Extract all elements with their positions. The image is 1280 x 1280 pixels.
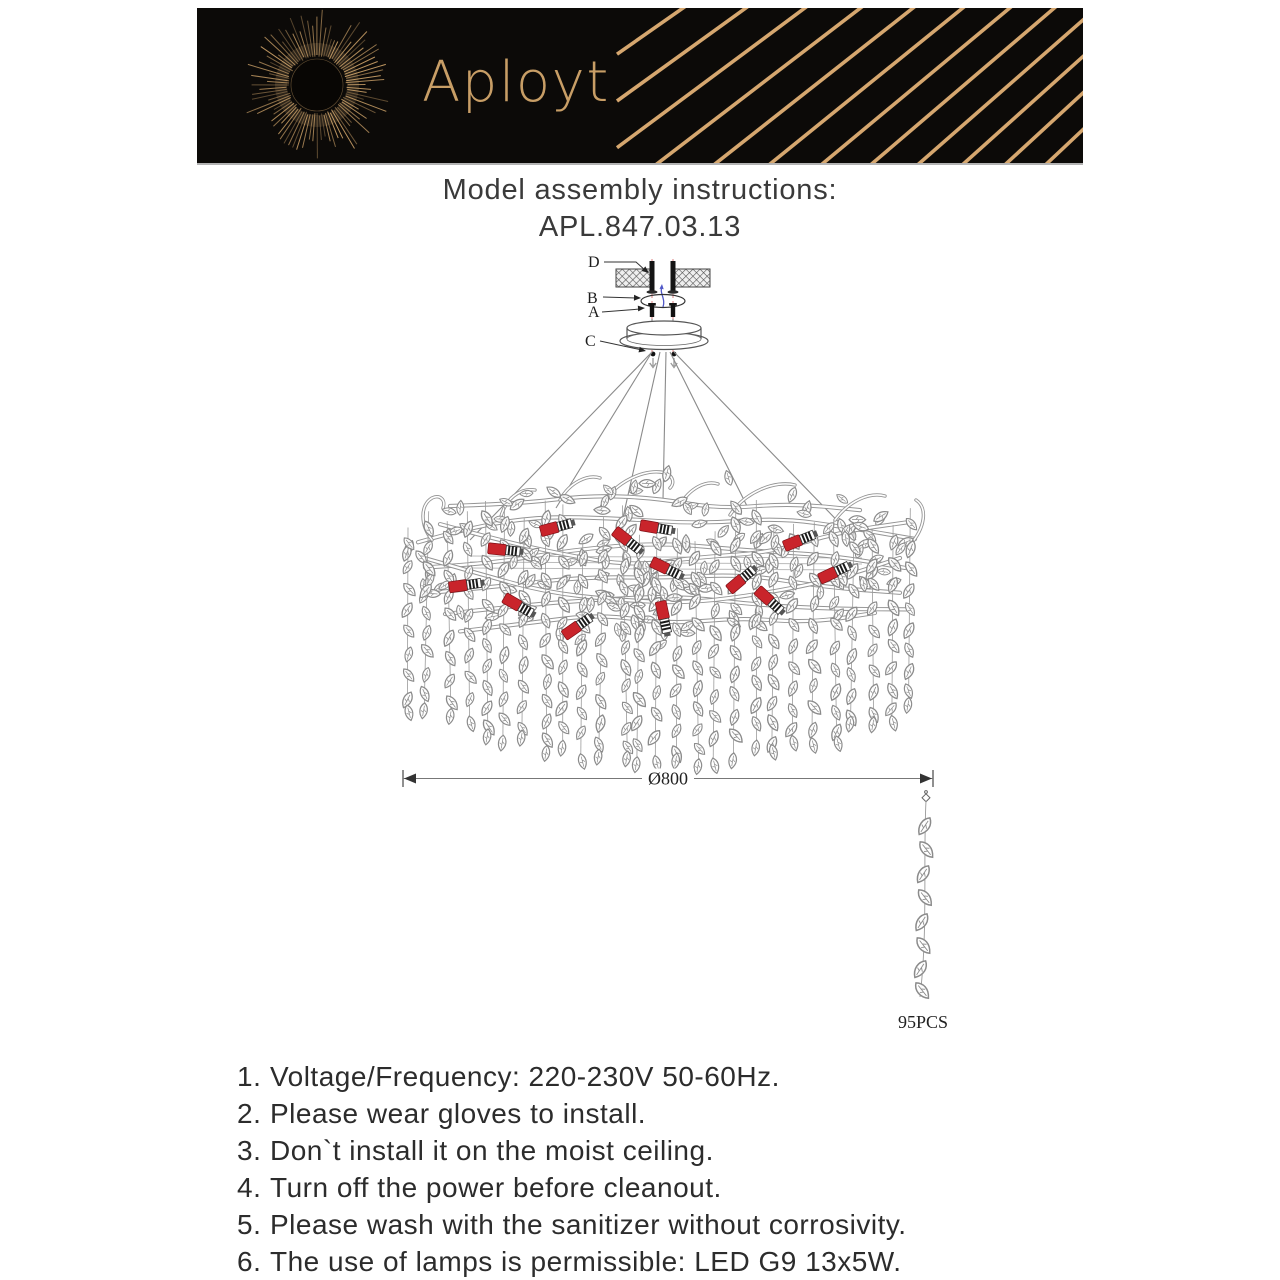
diameter-label: Ø800	[642, 769, 694, 790]
part-label-c: C	[585, 333, 596, 350]
strand-count-label: 95PCS	[897, 1012, 949, 1032]
sample-strand-drawing	[911, 791, 936, 1002]
item-number: 3.	[237, 1135, 262, 1166]
item-number: 1.	[237, 1061, 262, 1092]
instruction-item	[237, 1243, 1067, 1280]
part-label-b: B	[587, 290, 598, 307]
title-block	[0, 172, 1280, 246]
sunburst-rays	[247, 10, 388, 159]
brand-banner	[197, 8, 1083, 165]
instruction-item	[237, 1132, 1067, 1169]
instruction-list	[237, 1058, 1067, 1280]
item-number: 4.	[237, 1172, 262, 1203]
ceiling-mount-drawing	[600, 259, 710, 368]
item-number: 6.	[237, 1246, 262, 1277]
brand-name: Aployt	[422, 50, 610, 115]
part-label-a: A	[588, 304, 600, 321]
instruction-item	[237, 1169, 1067, 1206]
model-number: APL.847.03.13	[538, 211, 742, 243]
item-text: Don`t install it on the moist ceiling.	[270, 1135, 714, 1166]
instruction-item	[237, 1058, 1067, 1095]
item-text: Turn off the power before cleanout.	[270, 1172, 722, 1203]
item-text: Voltage/Frequency: 220-230V 50-60Hz.	[270, 1061, 780, 1092]
crystal-strands	[399, 500, 920, 775]
item-text: The use of lamps is permissible: LED G9 13x5W.	[270, 1246, 902, 1277]
item-text: Please wear gloves to install.	[270, 1098, 647, 1129]
instruction-item	[237, 1206, 1067, 1243]
corner-rays	[617, 8, 1083, 163]
item-number: 2.	[237, 1098, 262, 1129]
page-title: Model assembly instructions:	[442, 174, 838, 206]
part-label-d: D	[588, 254, 600, 271]
item-text: Please wash with the sanitizer without corrosivity.	[270, 1209, 907, 1240]
sunburst-logo	[197, 8, 1083, 163]
instruction-item	[237, 1095, 1067, 1132]
item-number: 5.	[237, 1209, 262, 1240]
